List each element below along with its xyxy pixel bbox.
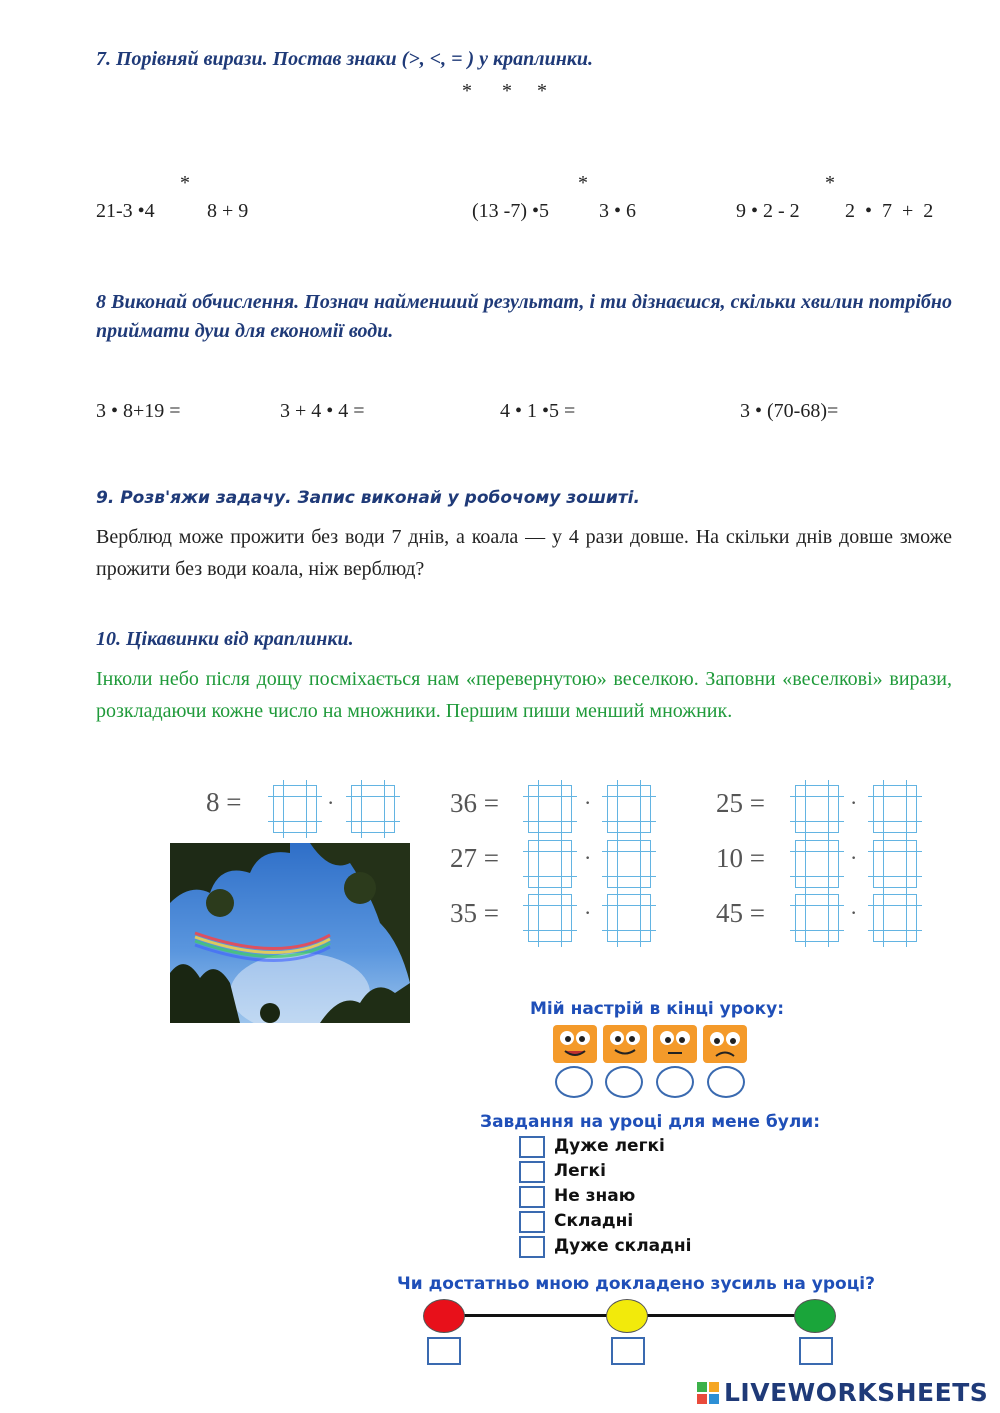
expr-left: 21-3 •4	[96, 200, 155, 222]
difficulty-label: Складні	[554, 1211, 634, 1231]
mood-face-icon	[553, 1025, 597, 1063]
liveworksheets-logo: LIVEWORKSHEETS	[724, 1378, 989, 1407]
difficulty-checkbox[interactable]	[519, 1186, 545, 1208]
difficulty-checkbox[interactable]	[519, 1136, 545, 1158]
mood-radio[interactable]	[707, 1066, 745, 1098]
multiply-dot: ·	[850, 845, 858, 870]
multiply-dot: ·	[850, 790, 858, 815]
factor-box[interactable]	[795, 840, 839, 888]
difficulty-label: Не знаю	[554, 1186, 636, 1206]
calc-expr[interactable]: 3 + 4 • 4 =	[280, 400, 365, 422]
factor-box[interactable]	[873, 785, 917, 833]
factor-number: 36 =	[450, 788, 499, 818]
multiply-dot: ·	[584, 790, 592, 815]
factor-number: 27 =	[450, 843, 499, 873]
mood-radio[interactable]	[605, 1066, 643, 1098]
drop-star[interactable]: *	[825, 172, 835, 194]
effort-checkbox[interactable]	[799, 1337, 833, 1365]
task7-sign-stars: * * *	[462, 80, 547, 102]
multiply-dot: ·	[850, 900, 858, 925]
factor-box[interactable]	[528, 840, 572, 888]
mood-face-icon	[703, 1025, 747, 1063]
factor-number: 10 =	[716, 843, 765, 873]
tasks-title: Завдання на уроці для мене були:	[480, 1112, 820, 1132]
factor-box[interactable]	[795, 785, 839, 833]
difficulty-label: Легкі	[554, 1161, 606, 1181]
difficulty-checkbox[interactable]	[519, 1211, 545, 1233]
multiply-dot: ·	[327, 790, 335, 815]
factor-box[interactable]	[873, 894, 917, 942]
mood-face-icon	[603, 1025, 647, 1063]
green-light-icon	[794, 1299, 836, 1333]
difficulty-checkbox[interactable]	[519, 1161, 545, 1183]
difficulty-label: Дуже легкі	[554, 1136, 665, 1156]
mood-radio[interactable]	[656, 1066, 694, 1098]
task10-title: 10. Цікавинки від краплинки.	[96, 628, 354, 650]
factor-box[interactable]	[873, 840, 917, 888]
factor-box[interactable]	[528, 785, 572, 833]
multiply-dot: ·	[584, 845, 592, 870]
drop-star[interactable]: *	[180, 172, 190, 194]
mood-radio[interactable]	[555, 1066, 593, 1098]
mood-face-icon	[653, 1025, 697, 1063]
yellow-light-icon	[606, 1299, 648, 1333]
factor-number: 35 =	[450, 898, 499, 928]
multiply-dot: ·	[584, 900, 592, 925]
factor-number: 8 =	[206, 787, 242, 817]
factor-box[interactable]	[273, 785, 317, 833]
factor-box[interactable]	[607, 894, 651, 942]
expr-left: 9 • 2 - 2	[736, 200, 800, 222]
factor-box[interactable]	[607, 840, 651, 888]
effort-title: Чи достатньо мною докладено зусиль на уроці?	[397, 1274, 875, 1294]
difficulty-checkbox[interactable]	[519, 1236, 545, 1258]
factor-number: 45 =	[716, 898, 765, 928]
expr-left: (13 -7) •5	[472, 200, 549, 222]
calc-expr[interactable]: 3 • (70-68)=	[740, 400, 839, 422]
factor-box[interactable]	[351, 785, 395, 833]
effort-checkbox[interactable]	[611, 1337, 645, 1365]
effort-checkbox[interactable]	[427, 1337, 461, 1365]
expr-right: 2 • 7 + 2	[845, 200, 934, 222]
liveworksheets-logo-icon	[697, 1382, 719, 1404]
mood-title: Мій настрій в кінці уроку:	[530, 999, 785, 1019]
factor-box[interactable]	[528, 894, 572, 942]
factor-box[interactable]	[607, 785, 651, 833]
drop-star[interactable]: *	[578, 172, 588, 194]
calc-expr[interactable]: 3 • 8+19 =	[96, 400, 181, 422]
expr-right: 3 • 6	[599, 200, 637, 222]
task10-text: Інколи небо після дощу посміхається нам «перевернутою» веселкою. Заповни «веселкові» вирази, розкладаючи кожне число на множники. Першим пиши менший множник.	[96, 668, 952, 722]
factor-number: 25 =	[716, 788, 765, 818]
task7-title: 7. Порівняй вирази. Постав знаки (>, <, = ) у краплинки.	[96, 48, 594, 70]
rainbow-photo	[170, 843, 410, 1023]
expr-right: 8 + 9	[207, 200, 249, 222]
calc-expr[interactable]: 4 • 1 •5 =	[500, 400, 576, 422]
factor-box[interactable]	[795, 894, 839, 942]
task9-title: 9. Розв'яжи задачу. Запис виконай у робочому зошиті.	[96, 488, 640, 508]
difficulty-label: Дуже складні	[554, 1236, 692, 1256]
red-light-icon	[423, 1299, 465, 1333]
task8-title: 8 Виконай обчислення. Познач найменший результат, і ти дізнаєшся, скільки хвилин потрібно приймати душ для економії води.	[96, 291, 952, 342]
task9-text: Верблюд може прожити без води 7 днів, а коала — у 4 рази довше. На скільки днів довше зможе прожити без води коала, ніж верблюд?	[96, 526, 952, 580]
